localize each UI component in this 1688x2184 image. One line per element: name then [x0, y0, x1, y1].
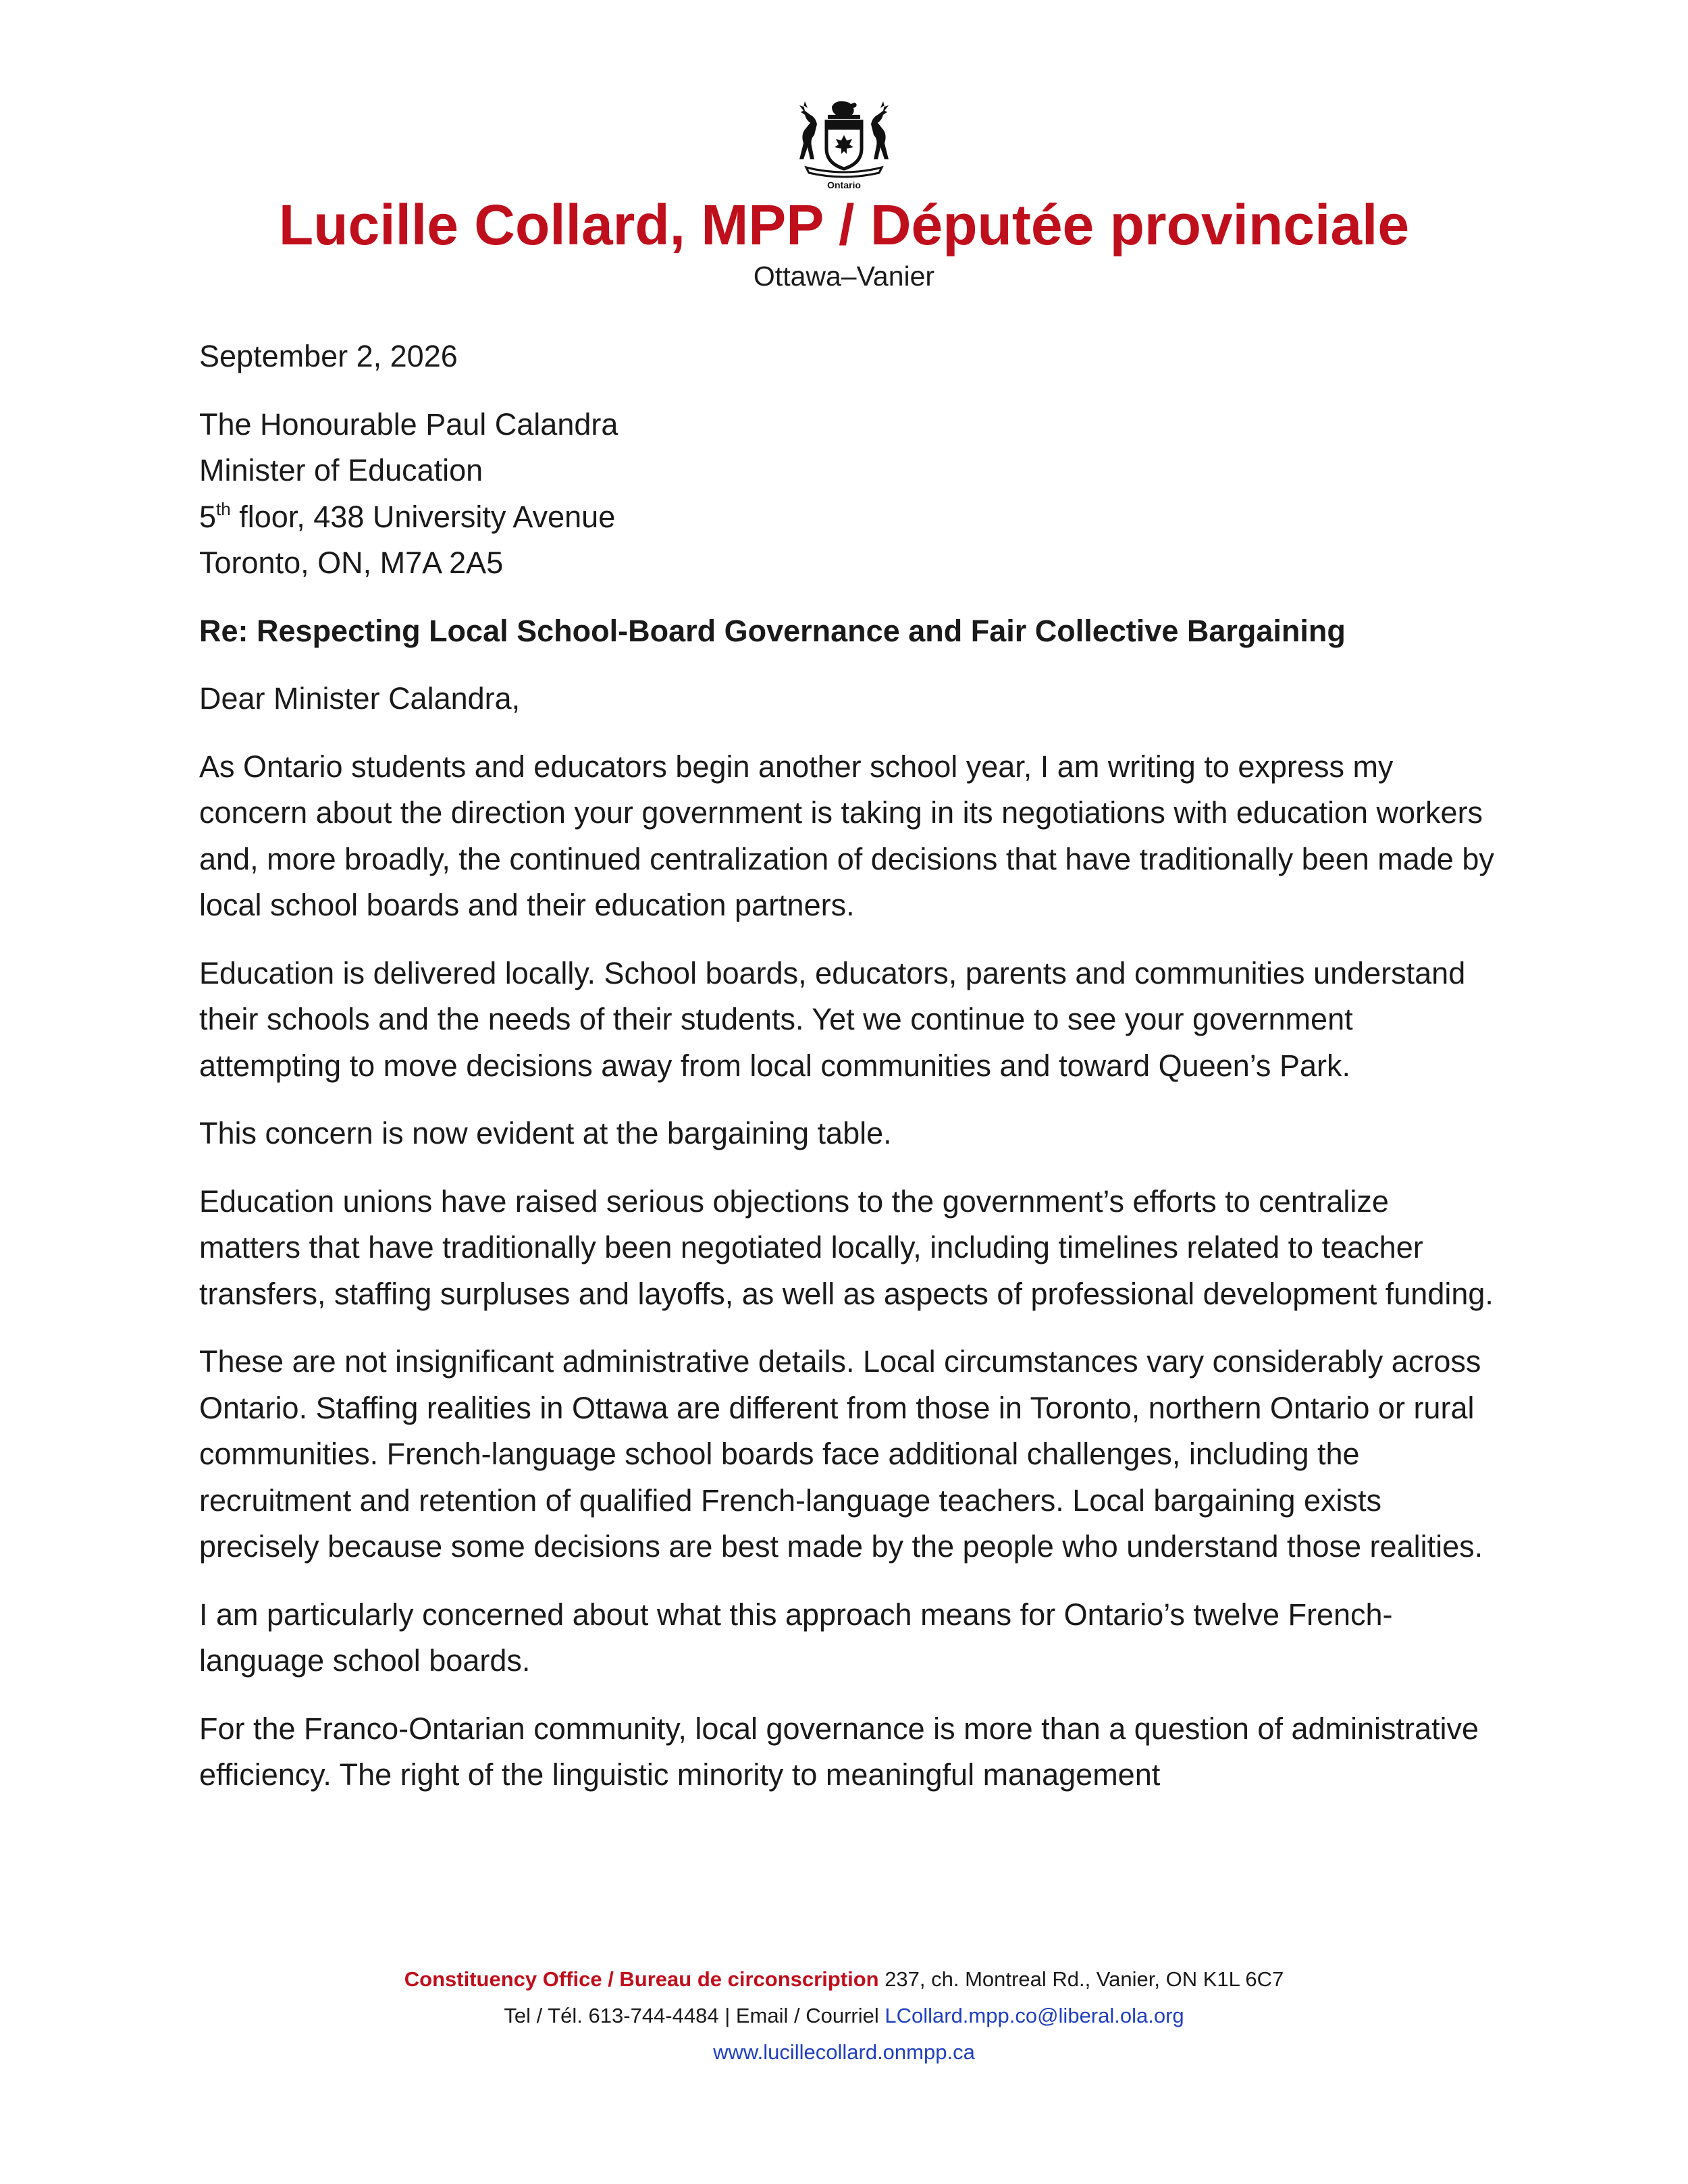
- body-paragraph: This concern is now evident at the bargaining table.: [199, 1116, 892, 1150]
- coat-of-arms-icon: [790, 95, 898, 189]
- office-address: 237, ch. Montreal Rd., Vanier, ON K1L 6C7: [878, 1967, 1284, 1991]
- footer-contact-line: [0, 1998, 1688, 2034]
- ontario-coat-of-arms: [790, 95, 898, 196]
- letter-body: [199, 334, 1496, 1820]
- contact-phone: Tel / Tél. 613-744-4484 | Email / Courriel: [504, 2004, 885, 2027]
- letter-footer: [0, 1961, 1688, 2071]
- floor-suffix: th: [216, 498, 231, 519]
- body-paragraph: As Ontario students and educators begin another school year, I am writing to express my concern about the direction your government is taking in its negotiations with education workers and, more broadly, the continued centralization of decisions that have traditionally been made by local school boards and their education partners.: [199, 749, 1494, 922]
- body-paragraph: Education unions have raised serious objections to the government’s efforts to centralize matters that have traditionally been negotiated locally, including timelines related to teacher transfers, staffing surpluses and layoffs, as well as aspects of professional development funding.: [199, 1183, 1494, 1311]
- recipient-title: Minister of Education: [199, 453, 483, 487]
- email-link[interactable]: LCollard.mpp.co@liberal.ola.org: [885, 2004, 1184, 2027]
- recipient-address: [199, 402, 1496, 587]
- body-paragraph: These are not insignificant administrative details. Local circumstances vary considerably across Ontario. Staffing realities in Ottawa are different from those in Toronto, northern Ontario or rural communities. French-language school boards face additional challenges, including the recruitment and retention of qualified French-language teachers. Local bargaining exists precisely because some decisions are best made by the people who understand those realities.: [199, 1344, 1483, 1564]
- footer-office-line: [0, 1961, 1688, 1998]
- recipient-name: The Honourable Paul Calandra: [199, 406, 618, 442]
- office-label: Constituency Office / Bureau de circonscription: [404, 1967, 879, 1991]
- footer-web-line: [0, 2034, 1688, 2071]
- recipient-street: [199, 494, 1496, 541]
- body-paragraph: For the Franco-Ontarian community, local governance is more than a question of administrative efficiency. The right of the linguistic minority to meaningful management: [199, 1711, 1479, 1792]
- letter-date: September 2, 2026: [199, 339, 458, 373]
- website-link[interactable]: www.lucillecollard.onmpp.ca: [713, 2040, 975, 2064]
- letter-subject: Re: Respecting Local School-Board Governance and Fair Collective Bargaining: [199, 613, 1346, 648]
- floor-number: 5: [199, 499, 217, 534]
- riding-name: Ottawa–Vanier: [753, 261, 935, 292]
- recipient-city: Toronto, ON, M7A 2A5: [199, 545, 504, 580]
- crest-label: Ontario: [827, 180, 861, 190]
- letter-salutation: Dear Minister Calandra,: [199, 681, 521, 716]
- street-address: floor, 438 University Avenue: [230, 499, 616, 534]
- body-paragraph: Education is delivered locally. School boards, educators, parents and communities understand their schools and the needs of their students. Yet we continue to see your government attempting to move decisions away from local communities and toward Queen’s Park.: [199, 955, 1466, 1083]
- mpp-name-title: Lucille Collard, MPP / Députée provinciale: [278, 193, 1410, 257]
- body-paragraph: I am particularly concerned about what this approach means for Ontario’s twelve French-language school boards.: [199, 1597, 1393, 1678]
